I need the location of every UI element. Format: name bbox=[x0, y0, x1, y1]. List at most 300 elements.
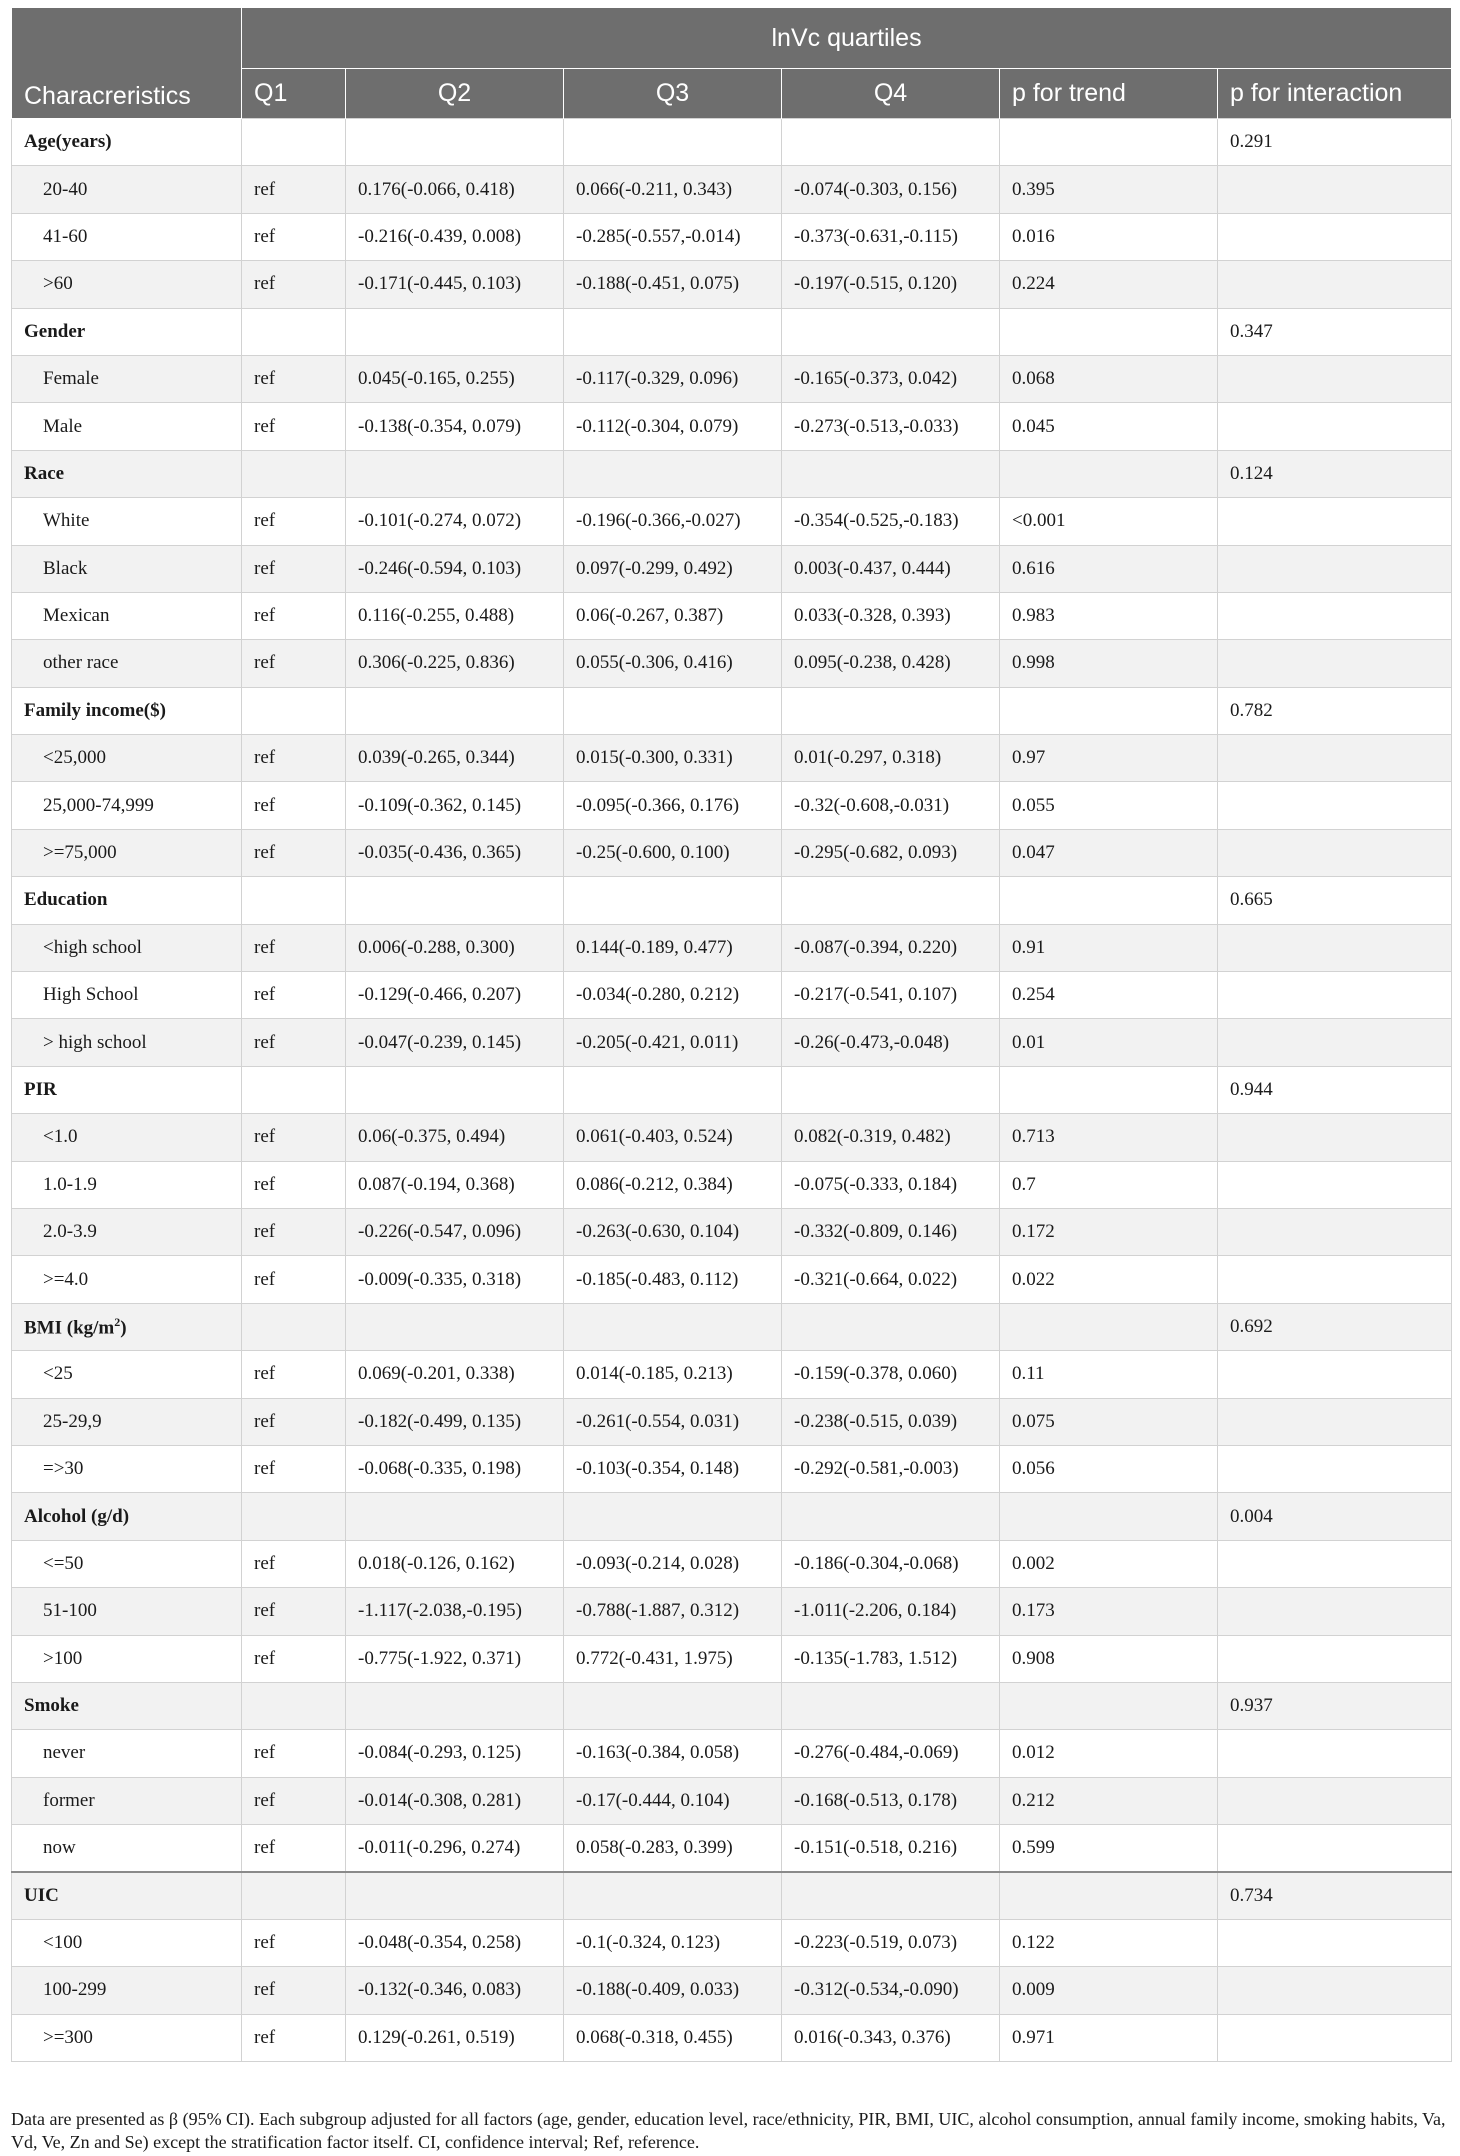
cell-q3: -0.188(-0.409, 0.033) bbox=[564, 1967, 782, 2014]
cell-p-interaction bbox=[1218, 1445, 1452, 1492]
cell-q4: -0.217(-0.541, 0.107) bbox=[782, 972, 1000, 1019]
table-row bbox=[12, 261, 1452, 308]
table-row bbox=[12, 829, 1452, 876]
cell-q3: 0.144(-0.189, 0.477) bbox=[564, 924, 782, 971]
cell-p-interaction bbox=[1218, 498, 1452, 545]
cell-q3 bbox=[564, 450, 782, 497]
cell-characteristic: >=300 bbox=[12, 2014, 242, 2061]
cell-q3: 0.061(-0.403, 0.524) bbox=[564, 1114, 782, 1161]
cell-characteristic: <=50 bbox=[12, 1540, 242, 1587]
table-group-row bbox=[12, 687, 1452, 734]
cell-p-trend: 0.983 bbox=[1000, 592, 1218, 639]
table-row bbox=[12, 924, 1452, 971]
cell-p-interaction bbox=[1218, 1730, 1452, 1777]
cell-q4: -0.197(-0.515, 0.120) bbox=[782, 261, 1000, 308]
cell-characteristic: > high school bbox=[12, 1019, 242, 1066]
cell-q4: -0.087(-0.394, 0.220) bbox=[782, 924, 1000, 971]
cell-q2 bbox=[346, 1682, 564, 1729]
cell-q3: -0.112(-0.304, 0.079) bbox=[564, 403, 782, 450]
cell-characteristic: PIR bbox=[12, 1066, 242, 1113]
cell-q1: ref bbox=[242, 640, 346, 687]
cell-q1: ref bbox=[242, 498, 346, 545]
cell-q3 bbox=[564, 1682, 782, 1729]
cell-p-trend: 0.599 bbox=[1000, 1825, 1218, 1872]
cell-p-trend: 0.055 bbox=[1000, 782, 1218, 829]
cell-q1: ref bbox=[242, 2014, 346, 2061]
cell-q2: 0.116(-0.255, 0.488) bbox=[346, 592, 564, 639]
cell-q1: ref bbox=[242, 972, 346, 1019]
cell-characteristic: 25-29,9 bbox=[12, 1398, 242, 1445]
table-group-row bbox=[12, 1493, 1452, 1540]
cell-characteristic: Family income($) bbox=[12, 687, 242, 734]
cell-q1 bbox=[242, 1493, 346, 1540]
cell-q3: 0.086(-0.212, 0.384) bbox=[564, 1161, 782, 1208]
cell-q2: -0.182(-0.499, 0.135) bbox=[346, 1398, 564, 1445]
cell-p-interaction bbox=[1218, 1208, 1452, 1255]
cell-characteristic: former bbox=[12, 1777, 242, 1824]
cell-q4: -0.135(-1.783, 1.512) bbox=[782, 1635, 1000, 1682]
cell-q1: ref bbox=[242, 782, 346, 829]
cell-q3: -0.163(-0.384, 0.058) bbox=[564, 1730, 782, 1777]
cell-q1 bbox=[242, 687, 346, 734]
cell-q2 bbox=[346, 450, 564, 497]
table-row bbox=[12, 1114, 1452, 1161]
cell-p-trend bbox=[1000, 1066, 1218, 1113]
cell-q3: -0.25(-0.600, 0.100) bbox=[564, 829, 782, 876]
cell-p-interaction bbox=[1218, 1351, 1452, 1398]
cell-p-interaction bbox=[1218, 782, 1452, 829]
table-row bbox=[12, 1919, 1452, 1966]
cell-q1: ref bbox=[242, 1114, 346, 1161]
cell-q4: -0.273(-0.513,-0.033) bbox=[782, 403, 1000, 450]
cell-p-trend: 0.173 bbox=[1000, 1588, 1218, 1635]
cell-p-trend: 0.016 bbox=[1000, 213, 1218, 260]
cell-p-trend: 0.908 bbox=[1000, 1635, 1218, 1682]
table-row bbox=[12, 2014, 1452, 2061]
cell-q1: ref bbox=[242, 1398, 346, 1445]
table-group-row bbox=[12, 877, 1452, 924]
cell-characteristic: Female bbox=[12, 355, 242, 402]
cell-q4 bbox=[782, 308, 1000, 355]
cell-p-interaction bbox=[1218, 1588, 1452, 1635]
cell-q2: 0.129(-0.261, 0.519) bbox=[346, 2014, 564, 2061]
cell-q3: 0.055(-0.306, 0.416) bbox=[564, 640, 782, 687]
cell-p-trend: 0.122 bbox=[1000, 1919, 1218, 1966]
cell-characteristic: 20-40 bbox=[12, 166, 242, 213]
cell-q4 bbox=[782, 119, 1000, 166]
table-row bbox=[12, 545, 1452, 592]
cell-p-trend: 0.045 bbox=[1000, 403, 1218, 450]
cell-characteristic: <25 bbox=[12, 1351, 242, 1398]
cell-q1: ref bbox=[242, 1825, 346, 1872]
table-row bbox=[12, 1208, 1452, 1255]
cell-q1 bbox=[242, 119, 346, 166]
cell-q3: -0.788(-1.887, 0.312) bbox=[564, 1588, 782, 1635]
cell-q1: ref bbox=[242, 829, 346, 876]
cell-q3: -0.205(-0.421, 0.011) bbox=[564, 1019, 782, 1066]
cell-p-trend: 0.01 bbox=[1000, 1019, 1218, 1066]
cell-q4: 0.01(-0.297, 0.318) bbox=[782, 735, 1000, 782]
table-group-row bbox=[12, 119, 1452, 166]
cell-p-trend: 0.172 bbox=[1000, 1208, 1218, 1255]
cell-q4: 0.082(-0.319, 0.482) bbox=[782, 1114, 1000, 1161]
cell-q4 bbox=[782, 687, 1000, 734]
cell-q3: -0.1(-0.324, 0.123) bbox=[564, 1919, 782, 1966]
table-row bbox=[12, 1730, 1452, 1777]
cell-q1 bbox=[242, 1682, 346, 1729]
cell-p-trend bbox=[1000, 1682, 1218, 1729]
cell-q1: ref bbox=[242, 403, 346, 450]
cell-p-interaction bbox=[1218, 1825, 1452, 1872]
cell-q1: ref bbox=[242, 1967, 346, 2014]
table-row bbox=[12, 1777, 1452, 1824]
table-row bbox=[12, 735, 1452, 782]
cell-characteristic: Male bbox=[12, 403, 242, 450]
cell-q4: -0.238(-0.515, 0.039) bbox=[782, 1398, 1000, 1445]
cell-p-interaction bbox=[1218, 1019, 1452, 1066]
cell-q4: -0.074(-0.303, 0.156) bbox=[782, 166, 1000, 213]
cell-characteristic: Mexican bbox=[12, 592, 242, 639]
cell-q4: -0.151(-0.518, 0.216) bbox=[782, 1825, 1000, 1872]
cell-q4: -0.075(-0.333, 0.184) bbox=[782, 1161, 1000, 1208]
cell-q4 bbox=[782, 1872, 1000, 1919]
cell-q3: -0.261(-0.554, 0.031) bbox=[564, 1398, 782, 1445]
cell-characteristic: never bbox=[12, 1730, 242, 1777]
cell-q2: -0.171(-0.445, 0.103) bbox=[346, 261, 564, 308]
table-row bbox=[12, 1967, 1452, 2014]
cell-p-interaction bbox=[1218, 972, 1452, 1019]
cell-p-trend: 0.212 bbox=[1000, 1777, 1218, 1824]
cell-p-trend: 0.254 bbox=[1000, 972, 1218, 1019]
cell-q1: ref bbox=[242, 1161, 346, 1208]
table-row bbox=[12, 1445, 1452, 1492]
cell-p-interaction bbox=[1218, 1114, 1452, 1161]
cell-q2 bbox=[346, 1493, 564, 1540]
cell-q2 bbox=[346, 877, 564, 924]
cell-p-interaction bbox=[1218, 1919, 1452, 1966]
cell-p-trend: 0.047 bbox=[1000, 829, 1218, 876]
cell-q1: ref bbox=[242, 592, 346, 639]
table-row bbox=[12, 213, 1452, 260]
cell-q4: 0.033(-0.328, 0.393) bbox=[782, 592, 1000, 639]
cell-p-trend: 0.022 bbox=[1000, 1256, 1218, 1303]
cell-q3 bbox=[564, 1493, 782, 1540]
table-row bbox=[12, 1588, 1452, 1635]
cell-q2 bbox=[346, 1066, 564, 1113]
cell-q3: -0.263(-0.630, 0.104) bbox=[564, 1208, 782, 1255]
cell-characteristic: Alcohol (g/d) bbox=[12, 1493, 242, 1540]
cell-characteristic: 25,000-74,999 bbox=[12, 782, 242, 829]
cell-q2: -0.084(-0.293, 0.125) bbox=[346, 1730, 564, 1777]
table-container bbox=[11, 8, 1451, 2062]
cell-q4: -0.373(-0.631,-0.115) bbox=[782, 213, 1000, 260]
cell-characteristic: Education bbox=[12, 877, 242, 924]
cell-p-interaction bbox=[1218, 1967, 1452, 2014]
cell-q1: ref bbox=[242, 355, 346, 402]
cell-characteristic: <high school bbox=[12, 924, 242, 971]
cell-characteristic: 41-60 bbox=[12, 213, 242, 260]
cell-p-trend: 0.91 bbox=[1000, 924, 1218, 971]
cell-q4: -0.165(-0.373, 0.042) bbox=[782, 355, 1000, 402]
cell-q4: -0.332(-0.809, 0.146) bbox=[782, 1208, 1000, 1255]
table-row bbox=[12, 1351, 1452, 1398]
table-group-row bbox=[12, 1682, 1452, 1729]
cell-p-interaction: 0.734 bbox=[1218, 1872, 1452, 1919]
cell-p-trend bbox=[1000, 119, 1218, 166]
cell-q4: -0.292(-0.581,-0.003) bbox=[782, 1445, 1000, 1492]
cell-q1: ref bbox=[242, 166, 346, 213]
cell-q1 bbox=[242, 877, 346, 924]
cell-p-interaction: 0.937 bbox=[1218, 1682, 1452, 1729]
cell-characteristic: <1.0 bbox=[12, 1114, 242, 1161]
cell-q2: -0.138(-0.354, 0.079) bbox=[346, 403, 564, 450]
cell-q3: -0.185(-0.483, 0.112) bbox=[564, 1256, 782, 1303]
cell-p-interaction: 0.004 bbox=[1218, 1493, 1452, 1540]
cell-q4: -0.295(-0.682, 0.093) bbox=[782, 829, 1000, 876]
cell-q3: -0.095(-0.366, 0.176) bbox=[564, 782, 782, 829]
cell-q4: -0.32(-0.608,-0.031) bbox=[782, 782, 1000, 829]
cell-q2: 0.069(-0.201, 0.338) bbox=[346, 1351, 564, 1398]
cell-p-interaction bbox=[1218, 1635, 1452, 1682]
header-q2: Q2 bbox=[346, 69, 564, 119]
cell-characteristic: 100-299 bbox=[12, 1967, 242, 2014]
cell-p-interaction bbox=[1218, 592, 1452, 639]
cell-q1: ref bbox=[242, 1777, 346, 1824]
table-row bbox=[12, 403, 1452, 450]
cell-q4: -0.168(-0.513, 0.178) bbox=[782, 1777, 1000, 1824]
cell-q4: -0.26(-0.473,-0.048) bbox=[782, 1019, 1000, 1066]
cell-q3: -0.285(-0.557,-0.014) bbox=[564, 213, 782, 260]
cell-q4: 0.016(-0.343, 0.376) bbox=[782, 2014, 1000, 2061]
cell-q1: ref bbox=[242, 213, 346, 260]
table-group-row bbox=[12, 450, 1452, 497]
cell-q2 bbox=[346, 308, 564, 355]
cell-q3: -0.17(-0.444, 0.104) bbox=[564, 1777, 782, 1824]
cell-q4 bbox=[782, 877, 1000, 924]
cell-q1: ref bbox=[242, 1256, 346, 1303]
cell-q2: 0.306(-0.225, 0.836) bbox=[346, 640, 564, 687]
cell-q3: 0.066(-0.211, 0.343) bbox=[564, 166, 782, 213]
table-row bbox=[12, 1635, 1452, 1682]
cell-characteristic: Smoke bbox=[12, 1682, 242, 1729]
header-group-title: lnVc quartiles bbox=[242, 8, 1452, 69]
cell-p-interaction: 0.291 bbox=[1218, 119, 1452, 166]
cell-q4 bbox=[782, 1066, 1000, 1113]
cell-p-trend bbox=[1000, 308, 1218, 355]
cell-q1: ref bbox=[242, 1208, 346, 1255]
cell-q2: -0.009(-0.335, 0.318) bbox=[346, 1256, 564, 1303]
cell-p-interaction: 0.347 bbox=[1218, 308, 1452, 355]
cell-p-trend: 0.009 bbox=[1000, 1967, 1218, 2014]
cell-q3 bbox=[564, 1872, 782, 1919]
cell-q3: 0.772(-0.431, 1.975) bbox=[564, 1635, 782, 1682]
cell-p-trend: 0.012 bbox=[1000, 1730, 1218, 1777]
cell-q3: 0.015(-0.300, 0.331) bbox=[564, 735, 782, 782]
cell-q2: 0.087(-0.194, 0.368) bbox=[346, 1161, 564, 1208]
cell-q2: -0.109(-0.362, 0.145) bbox=[346, 782, 564, 829]
cell-q4: -0.223(-0.519, 0.073) bbox=[782, 1919, 1000, 1966]
cell-characteristic: Black bbox=[12, 545, 242, 592]
table-footnote: Data are presented as β (95% CI). Each subgroup adjusted for all factors (age, gender, education level, race/ethnicity, PIR, BMI, UIC, alcohol consumption, annual family income, smoking habits, Va, Vd, Ve, Zn and Se) except the stratification factor itself. CI, confidence interval; Ref, reference. bbox=[11, 2109, 1446, 2152]
cell-q1: ref bbox=[242, 1635, 346, 1682]
header-q4: Q4 bbox=[782, 69, 1000, 119]
cell-q2: -0.226(-0.547, 0.096) bbox=[346, 1208, 564, 1255]
cell-q3 bbox=[564, 687, 782, 734]
cell-q1 bbox=[242, 1872, 346, 1919]
cell-characteristic: <100 bbox=[12, 1919, 242, 1966]
cell-p-interaction bbox=[1218, 261, 1452, 308]
cell-p-trend bbox=[1000, 1872, 1218, 1919]
cell-p-interaction bbox=[1218, 735, 1452, 782]
cell-q1 bbox=[242, 1066, 346, 1113]
cell-q3: 0.068(-0.318, 0.455) bbox=[564, 2014, 782, 2061]
cell-characteristic: High School bbox=[12, 972, 242, 1019]
cell-characteristic: White bbox=[12, 498, 242, 545]
cell-p-interaction bbox=[1218, 1777, 1452, 1824]
cell-q4: -1.011(-2.206, 0.184) bbox=[782, 1588, 1000, 1635]
table-row bbox=[12, 1019, 1452, 1066]
cell-p-trend: 0.002 bbox=[1000, 1540, 1218, 1587]
cell-p-trend: <0.001 bbox=[1000, 498, 1218, 545]
cell-p-interaction bbox=[1218, 924, 1452, 971]
cell-q3 bbox=[564, 1066, 782, 1113]
cell-q3: -0.093(-0.214, 0.028) bbox=[564, 1540, 782, 1587]
cell-q2: 0.018(-0.126, 0.162) bbox=[346, 1540, 564, 1587]
cell-q2: -0.216(-0.439, 0.008) bbox=[346, 213, 564, 260]
cell-characteristic: >60 bbox=[12, 261, 242, 308]
cell-q2: -0.014(-0.308, 0.281) bbox=[346, 1777, 564, 1824]
cell-q3: -0.196(-0.366,-0.027) bbox=[564, 498, 782, 545]
cell-q3 bbox=[564, 877, 782, 924]
table-group-row bbox=[12, 1872, 1452, 1919]
cell-q2: 0.06(-0.375, 0.494) bbox=[346, 1114, 564, 1161]
table-row bbox=[12, 498, 1452, 545]
cell-q2: -0.011(-0.296, 0.274) bbox=[346, 1825, 564, 1872]
header-p-interaction: p for interaction bbox=[1218, 69, 1452, 119]
cell-q3 bbox=[564, 119, 782, 166]
table-row bbox=[12, 1256, 1452, 1303]
table-group-row bbox=[12, 1066, 1452, 1113]
cell-characteristic: >100 bbox=[12, 1635, 242, 1682]
header-q1: Q1 bbox=[242, 69, 346, 119]
cell-p-interaction bbox=[1218, 1540, 1452, 1587]
cell-p-trend: 0.97 bbox=[1000, 735, 1218, 782]
cell-p-trend: 0.616 bbox=[1000, 545, 1218, 592]
cell-q2: -0.775(-1.922, 0.371) bbox=[346, 1635, 564, 1682]
cell-q4: 0.095(-0.238, 0.428) bbox=[782, 640, 1000, 687]
cell-p-interaction bbox=[1218, 545, 1452, 592]
table-header bbox=[12, 8, 1452, 119]
cell-q1: ref bbox=[242, 924, 346, 971]
cell-p-interaction bbox=[1218, 640, 1452, 687]
cell-p-interaction bbox=[1218, 1256, 1452, 1303]
header-characteristics: Characreristics bbox=[12, 8, 242, 119]
cell-q4 bbox=[782, 450, 1000, 497]
cell-characteristic: 1.0-1.9 bbox=[12, 1161, 242, 1208]
cell-p-trend bbox=[1000, 1303, 1218, 1350]
cell-p-trend: 0.11 bbox=[1000, 1351, 1218, 1398]
cell-p-trend: 0.068 bbox=[1000, 355, 1218, 402]
cell-q2: -0.129(-0.466, 0.207) bbox=[346, 972, 564, 1019]
table-row bbox=[12, 1825, 1452, 1872]
cell-p-trend bbox=[1000, 1493, 1218, 1540]
cell-q3 bbox=[564, 1303, 782, 1350]
cell-q4 bbox=[782, 1303, 1000, 1350]
cell-characteristic: =>30 bbox=[12, 1445, 242, 1492]
cell-p-trend: 0.224 bbox=[1000, 261, 1218, 308]
cell-p-interaction bbox=[1218, 2014, 1452, 2061]
cell-q2: -1.117(-2.038,-0.195) bbox=[346, 1588, 564, 1635]
cell-characteristic: now bbox=[12, 1825, 242, 1872]
cell-q2 bbox=[346, 119, 564, 166]
cell-p-interaction bbox=[1218, 213, 1452, 260]
table-row bbox=[12, 640, 1452, 687]
cell-q1: ref bbox=[242, 1730, 346, 1777]
cell-characteristic: 2.0-3.9 bbox=[12, 1208, 242, 1255]
table-row bbox=[12, 972, 1452, 1019]
cell-p-trend: 0.056 bbox=[1000, 1445, 1218, 1492]
cell-q2: -0.246(-0.594, 0.103) bbox=[346, 545, 564, 592]
cell-q3: 0.06(-0.267, 0.387) bbox=[564, 592, 782, 639]
table-row bbox=[12, 1161, 1452, 1208]
header-p-trend: p for trend bbox=[1000, 69, 1218, 119]
table-body bbox=[12, 119, 1452, 2062]
cell-p-trend bbox=[1000, 687, 1218, 734]
table-row bbox=[12, 592, 1452, 639]
cell-q2 bbox=[346, 687, 564, 734]
cell-q2: 0.039(-0.265, 0.344) bbox=[346, 735, 564, 782]
cell-p-interaction: 0.782 bbox=[1218, 687, 1452, 734]
cell-q1: ref bbox=[242, 1351, 346, 1398]
cell-q4: 0.003(-0.437, 0.444) bbox=[782, 545, 1000, 592]
cell-characteristic: other race bbox=[12, 640, 242, 687]
cell-characteristic: Race bbox=[12, 450, 242, 497]
cell-p-interaction bbox=[1218, 1398, 1452, 1445]
cell-q4: -0.312(-0.534,-0.090) bbox=[782, 1967, 1000, 2014]
cell-q2: 0.176(-0.066, 0.418) bbox=[346, 166, 564, 213]
table-row bbox=[12, 166, 1452, 213]
cell-q1: ref bbox=[242, 261, 346, 308]
cell-q1: ref bbox=[242, 1919, 346, 1966]
cell-characteristic: 51-100 bbox=[12, 1588, 242, 1635]
cell-q1: ref bbox=[242, 1540, 346, 1587]
cell-characteristic: BMI $(kg/m^2)$ bbox=[12, 1303, 242, 1350]
cell-p-interaction: 0.124 bbox=[1218, 450, 1452, 497]
cell-p-interaction bbox=[1218, 166, 1452, 213]
cell-characteristic: >=75,000 bbox=[12, 829, 242, 876]
subgroup-table bbox=[11, 8, 1452, 2062]
cell-q3: -0.117(-0.329, 0.096) bbox=[564, 355, 782, 402]
cell-q4 bbox=[782, 1682, 1000, 1729]
cell-q1 bbox=[242, 1303, 346, 1350]
table-group-row bbox=[12, 1303, 1452, 1350]
cell-q2: 0.006(-0.288, 0.300) bbox=[346, 924, 564, 971]
cell-q1 bbox=[242, 308, 346, 355]
cell-q3: 0.097(-0.299, 0.492) bbox=[564, 545, 782, 592]
cell-p-trend bbox=[1000, 450, 1218, 497]
cell-p-trend bbox=[1000, 877, 1218, 924]
header-q3: Q3 bbox=[564, 69, 782, 119]
cell-p-trend: 0.075 bbox=[1000, 1398, 1218, 1445]
cell-characteristic: <25,000 bbox=[12, 735, 242, 782]
cell-q2: -0.035(-0.436, 0.365) bbox=[346, 829, 564, 876]
table-row bbox=[12, 1540, 1452, 1587]
cell-q3: 0.058(-0.283, 0.399) bbox=[564, 1825, 782, 1872]
table-row bbox=[12, 782, 1452, 829]
table-group-row bbox=[12, 308, 1452, 355]
cell-characteristic: UIC bbox=[12, 1872, 242, 1919]
cell-p-trend: 0.971 bbox=[1000, 2014, 1218, 2061]
